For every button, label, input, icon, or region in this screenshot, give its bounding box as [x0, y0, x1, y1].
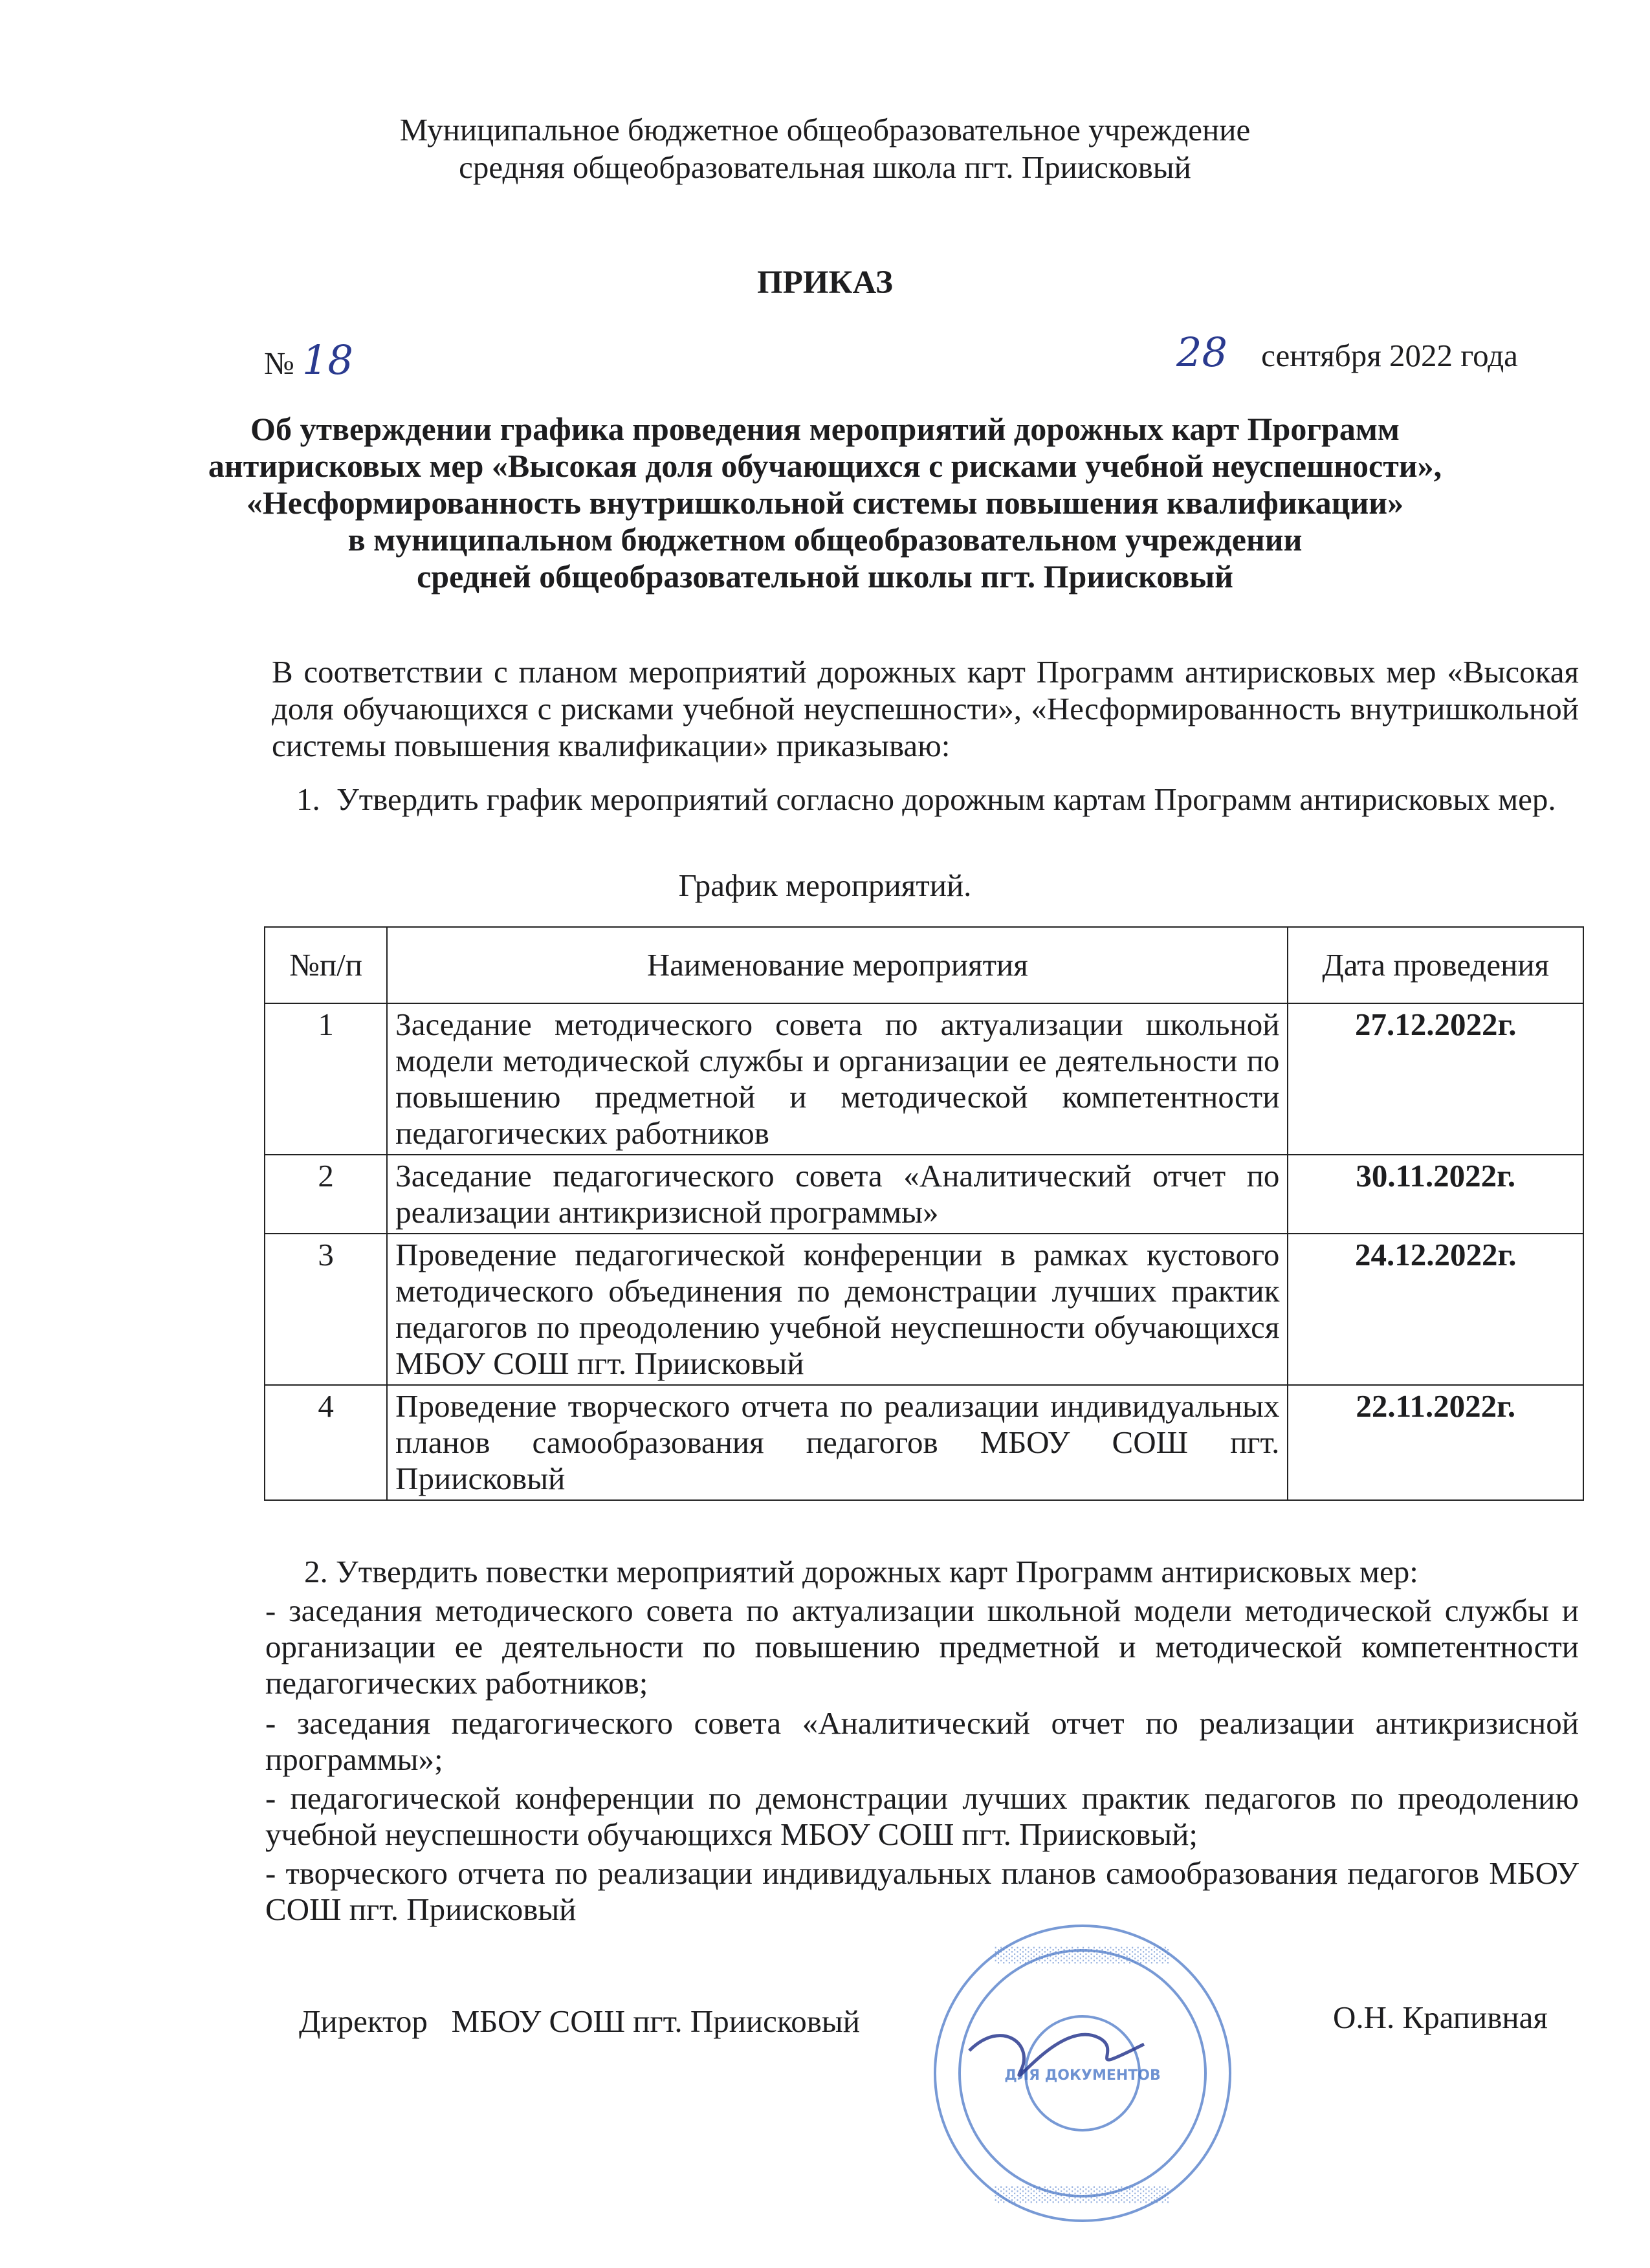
item-1-text: Утвердить график мероприятий согласно дорожным картам Программ антирисковых мер. [336, 781, 1556, 817]
row-num: 4 [265, 1385, 387, 1500]
preamble: В соответствии с планом мероприятий дорожных карт Программ антирисковых мер «Высокая доля обучающихся с рисками учебной неуспешности», «Несформированность внутришкольной системы повышения квалификации» приказываю: [272, 654, 1579, 763]
schedule-caption: График мероприятий. [678, 867, 972, 903]
table-row [265, 1155, 1583, 1234]
row-date: 30.11.2022г. [1288, 1155, 1583, 1234]
item-1 [296, 781, 1578, 818]
subject-line4: в муниципальном бюджетном общеобразовательном учреждении [347, 521, 1303, 558]
row-date: 24.12.2022г. [1288, 1234, 1583, 1385]
item-2-bullet-4: - творческого отчета по реализации индивидуальных планов самообразования педагогов МБОУ СОШ пгт. Приисковый [265, 1855, 1579, 1927]
order-number [264, 336, 353, 384]
order-day-handwritten: 28 [1176, 329, 1227, 376]
row-num: 2 [265, 1155, 387, 1234]
order-number-handwritten: 18 [302, 336, 353, 384]
order-title: ПРИКАЗ [757, 265, 893, 301]
institution-name-line1: Муниципальное бюджетное общеобразовательное учреждение [399, 112, 1251, 147]
table-header-row [265, 927, 1583, 1003]
stamp-arc-text-bottom: ░░░░░░░░░░░░░░░░ [995, 2187, 1171, 2203]
institution-name-line2: средняя общеобразовательная школа пгт. Приисковый [459, 149, 1191, 185]
schedule-table [264, 926, 1584, 1501]
row-name: Проведение педагогической конференции в рамках кустового методического объединения по демонстрации лучших практик педагогов по преодолению учебной неуспешности обучающихся МБОУ СОШ пгт. Приисковый [387, 1234, 1288, 1385]
item-1-number: 1. [296, 781, 320, 817]
official-stamp [930, 1921, 1235, 2225]
item-2-bullet-3: - педагогической конференции по демонстрации лучших практик педагогов по преодолению учебной неуспешности обучающихся МБОУ СОШ пгт. Приисковый; [265, 1780, 1579, 1852]
row-date: 22.11.2022г. [1288, 1385, 1583, 1500]
header-name: Наименование мероприятия [387, 927, 1288, 1003]
order-date [1176, 329, 1518, 376]
table-row [265, 1385, 1583, 1500]
item-2-bullet-2: - заседания педагогического совета «Аналитический отчет по реализации антикризисной программы»; [265, 1705, 1579, 1777]
table-row [265, 1003, 1583, 1155]
row-num: 3 [265, 1234, 387, 1385]
table-row [265, 1234, 1583, 1385]
signature-position: Директор МБОУ СОШ пгт. Приисковый [299, 2003, 860, 2039]
subject-line3: «Несформированность внутришкольной системы повышения квалификации» [246, 485, 1404, 521]
item-2-bullet-1: - заседания методического совета по актуализации школьной модели методической службы и организации ее деятельности по повышению предметной и методической компетентности педагогических работников; [265, 1593, 1579, 1701]
subject-line5: средней общеобразовательной школы пгт. Приисковый [417, 558, 1233, 594]
stamp-center-text: ДЛЯ ДОКУМЕНТОВ [1004, 2067, 1161, 2084]
order-date-text: сентября 2022 года [1261, 338, 1518, 373]
signature-name: О.Н. Крапивная [1333, 2000, 1548, 2035]
header-date: Дата проведения [1288, 927, 1583, 1003]
subject-line1: Об утверждении графика проведения мероприятий дорожных карт Программ [250, 411, 1400, 447]
subject-line2: антирисковых мер «Высокая доля обучающихся с рисками учебной неуспешности», [208, 448, 1442, 484]
stamp-arc-text-top: ░░░░░░░░░░░░░░░░ [995, 1948, 1171, 1964]
header-num: №п/п [265, 927, 387, 1003]
row-date: 27.12.2022г. [1288, 1003, 1583, 1155]
row-name: Заседание методического совета по актуализации школьной модели методической службы и организации ее деятельности по повышению предметной и методической компетентности педагогических работников [387, 1003, 1288, 1155]
row-num: 1 [265, 1003, 387, 1155]
row-name: Заседание педагогического совета «Аналитический отчет по реализации антикризисной программы» [387, 1155, 1288, 1234]
item-2-heading: 2. Утвердить повестки мероприятий дорожных карт Программ антирисковых мер: [304, 1554, 1418, 1589]
row-name: Проведение творческого отчета по реализации индивидуальных планов самообразования педагогов МБОУ СОШ пгт. Приисковый [387, 1385, 1288, 1500]
order-number-label: № [264, 345, 294, 381]
